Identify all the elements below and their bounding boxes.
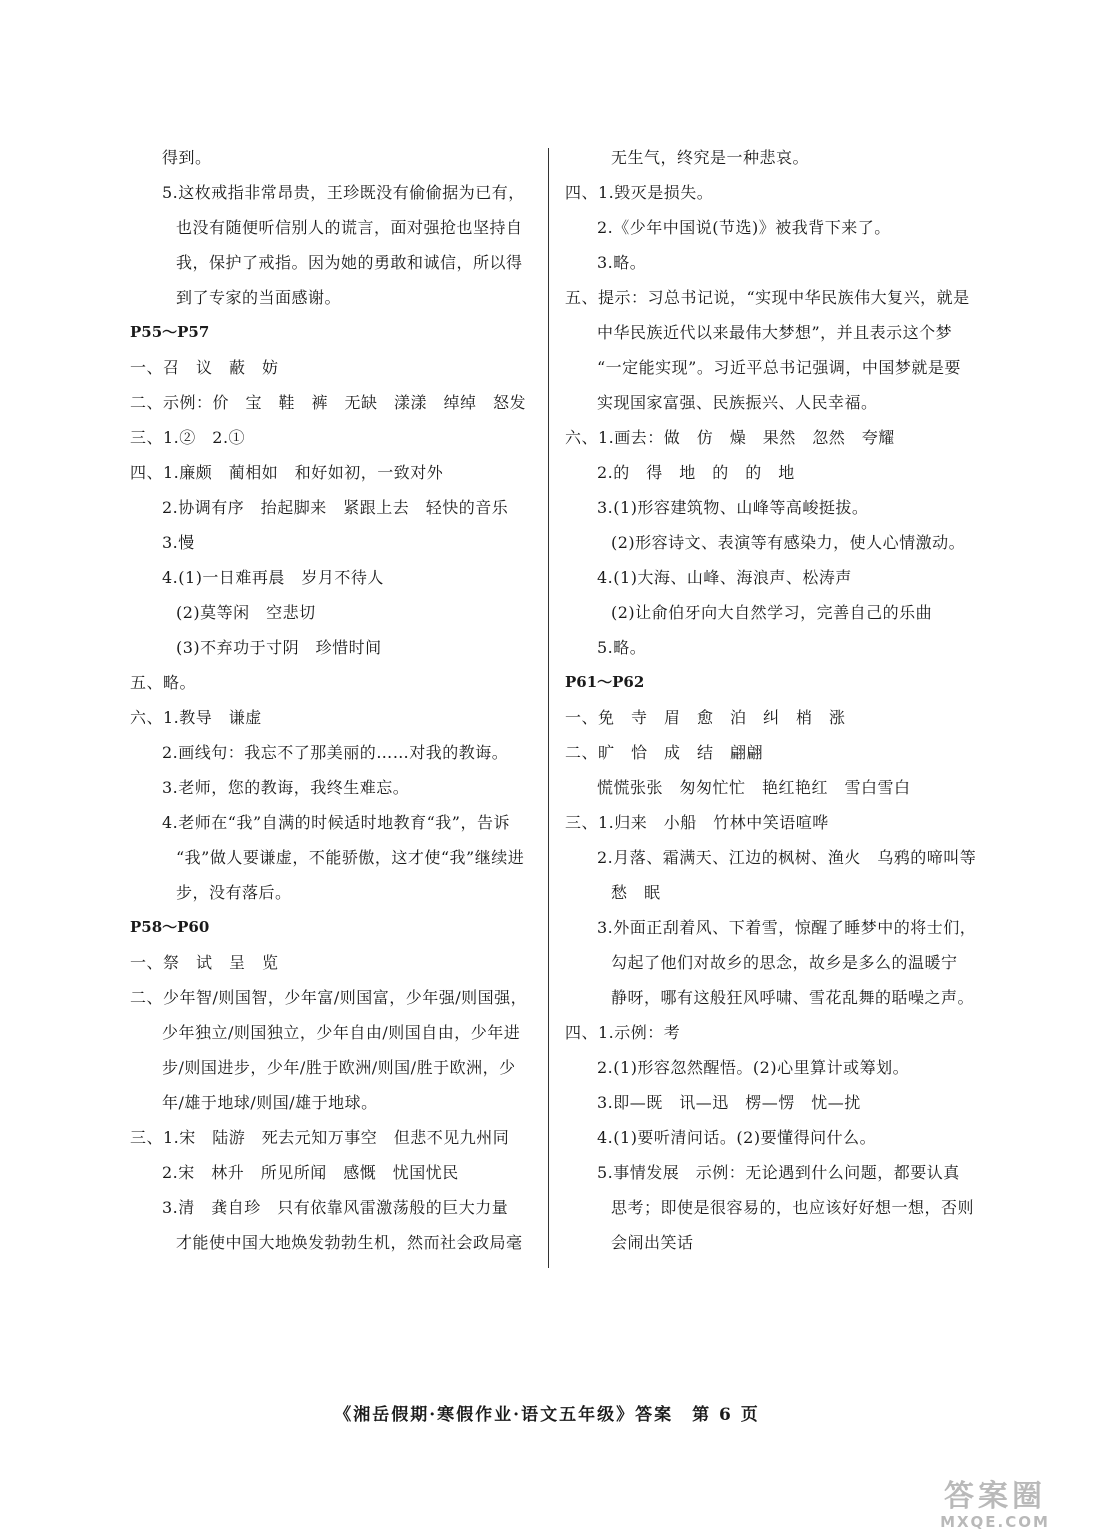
- answer-line: 到了专家的当面感谢。: [176, 288, 342, 307]
- answer-line: 一、召 议 蔽 妨: [130, 358, 279, 377]
- answer-line: 我，保护了戒指。因为她的勇敢和诚信，所以得: [176, 253, 523, 272]
- answer-line: 3.慢: [162, 533, 195, 552]
- answer-line: 2.宋 林升 所见所闻 感慨 忧国忧民: [162, 1163, 459, 1182]
- answer-line: 2.《少年中国说(节选)》被我背下来了。: [597, 218, 891, 237]
- answer-line: 二、示例：价 宝 鞋 裤 无缺 漾漾 绰绰 怒发: [130, 393, 527, 412]
- answer-line: 2.协调有序 抬起脚来 紧跟上去 轻快的音乐: [162, 498, 509, 517]
- answer-line: 无生气，终究是一种悲哀。: [611, 148, 810, 167]
- answer-line: 4.(1)要听清问话。(2)要懂得问什么。: [597, 1128, 877, 1147]
- answer-line: 二、旷 恰 成 结 翩翩: [565, 743, 764, 762]
- answer-line: 四、1.毁灭是损失。: [565, 183, 714, 202]
- answer-line: 2.的 得 地 的 的 地: [597, 463, 795, 482]
- answer-line: 愁 眠: [611, 883, 661, 902]
- answer-line: 步/则国进步，少年/胜于欧洲/则国/胜于欧洲，少: [162, 1058, 516, 1077]
- answer-line: 4.(1)大海、山峰、海浪声、松涛声: [597, 568, 852, 587]
- answer-line: 三、1.归来 小船 竹林中笑语喧哗: [565, 813, 829, 832]
- answer-line: 五、略。: [130, 673, 197, 692]
- answer-line: (2)形容诗文、表演等有感染力，使人心情激动。: [611, 533, 966, 552]
- section-heading: P61～P62: [565, 673, 645, 691]
- answer-line: (2)莫等闲 空悲切: [176, 603, 316, 622]
- answer-line: 5.事情发展 示例：无论遇到什么问题，都要认真: [597, 1163, 960, 1182]
- answer-line: 二、少年智/则国智，少年富/则国富，少年强/则国强，: [130, 988, 528, 1007]
- answer-line: 2.月落、霜满天、江边的枫树、渔火 乌鸦的啼叫等: [597, 848, 977, 867]
- answer-line: 五、提示：习总书记说，“实现中华民族伟大复兴，就是: [565, 288, 970, 307]
- section-heading: P58～P60: [130, 918, 210, 936]
- answer-line: 一、免 寺 眉 愈 泊 纠 梢 涨: [565, 708, 846, 727]
- answer-line: 四、1.示例：考: [565, 1023, 681, 1042]
- answer-line: 六、1.画去：做 仿 燥 果然 忽然 夸耀: [565, 428, 895, 447]
- section-heading: P55～P57: [130, 323, 210, 341]
- column-divider: [548, 148, 549, 1268]
- answer-line: 3.略。: [597, 253, 647, 272]
- answer-line: 会闹出笑话: [611, 1233, 694, 1252]
- left-column: [130, 140, 540, 1260]
- answer-line: 静呀，哪有这般狂风呼啸、雪花乱舞的聒噪之声。: [611, 988, 975, 1007]
- answer-line: 4.(1)一日难再晨 岁月不待人: [162, 568, 384, 587]
- answer-line: 思考；即使是很容易的，也应该好好想一想，否则: [611, 1198, 975, 1217]
- answer-line: 一、祭 试 呈 览: [130, 953, 279, 972]
- answer-line: 中华民族近代以来最伟大梦想”，并且表示这个梦: [597, 323, 953, 342]
- answer-line: 3.(1)形容建筑物、山峰等高峻挺拔。: [597, 498, 869, 517]
- watermark-main: 答案圈: [944, 1479, 1046, 1514]
- answer-line: 也没有随便听信别人的谎言，面对强抢也坚持自: [176, 218, 523, 237]
- answer-line: 少年独立/则国独立，少年自由/则国自由，少年进: [162, 1023, 521, 1042]
- watermark-sub: MXQE.COM: [940, 1513, 1050, 1531]
- answer-line: 三、1.宋 陆游 死去元知万事空 但悲不见九州同: [130, 1128, 510, 1147]
- answer-line: 3.外面正刮着风、下着雪，惊醒了睡梦中的将士们，: [597, 918, 977, 937]
- answer-line: 2.画线句：我忘不了那美丽的……对我的教诲。: [162, 743, 509, 762]
- answer-line: 六、1.教导 谦虚: [130, 708, 262, 727]
- answer-line: 3.清 龚自珍 只有依靠风雷激荡般的巨大力量: [162, 1198, 509, 1217]
- answer-line: 步，没有落后。: [176, 883, 292, 902]
- answer-line: (2)让俞伯牙向大自然学习，完善自己的乐曲: [611, 603, 933, 622]
- answer-line: 才能使中国大地焕发勃勃生机，然而社会政局毫: [176, 1233, 523, 1252]
- answer-line: 年/雄于地球/则国/雄于地球。: [162, 1093, 378, 1112]
- answer-line: “一定能实现”。习近平总书记强调，中国梦就是要: [597, 358, 961, 377]
- answer-line: 三、1.② 2.①: [130, 428, 246, 447]
- answer-line: 5.这枚戒指非常昂贵，王珍既没有偷偷据为已有，: [162, 183, 525, 202]
- answer-line: 勾起了他们对故乡的思念，故乡是多么的温暖宁: [611, 953, 958, 972]
- answer-line: 得到。: [162, 148, 212, 167]
- right-column: [565, 140, 975, 1260]
- answer-line: 3.老师，您的教诲，我终生难忘。: [162, 778, 410, 797]
- answer-line: 3.即—既 讯—迅 楞—愣 忧—扰: [597, 1093, 861, 1112]
- answer-line: 2.(1)形容忽然醒悟。(2)心里算计或筹划。: [597, 1058, 910, 1077]
- answer-line: “我”做人要谦虚，不能骄傲，这才使“我”继续进: [176, 848, 525, 867]
- watermark-logo: [910, 1480, 1080, 1530]
- answer-line: 5.略。: [597, 638, 647, 657]
- answer-line: 4.老师在“我”自满的时候适时地教育“我”，告诉: [162, 813, 510, 832]
- answer-line: 慌慌张张 匆匆忙忙 艳红艳红 雪白雪白: [597, 778, 911, 797]
- answer-line: 实现国家富强、民族振兴、人民幸福。: [597, 393, 878, 412]
- answer-line: (3)不弃功于寸阴 珍惜时间: [176, 638, 382, 657]
- answer-line: 四、1.廉颇 蔺相如 和好如初，一致对外: [130, 463, 444, 482]
- page-footer: 《湘岳假期·寒假作业·语文五年级》答案 第 6 页: [334, 1405, 760, 1425]
